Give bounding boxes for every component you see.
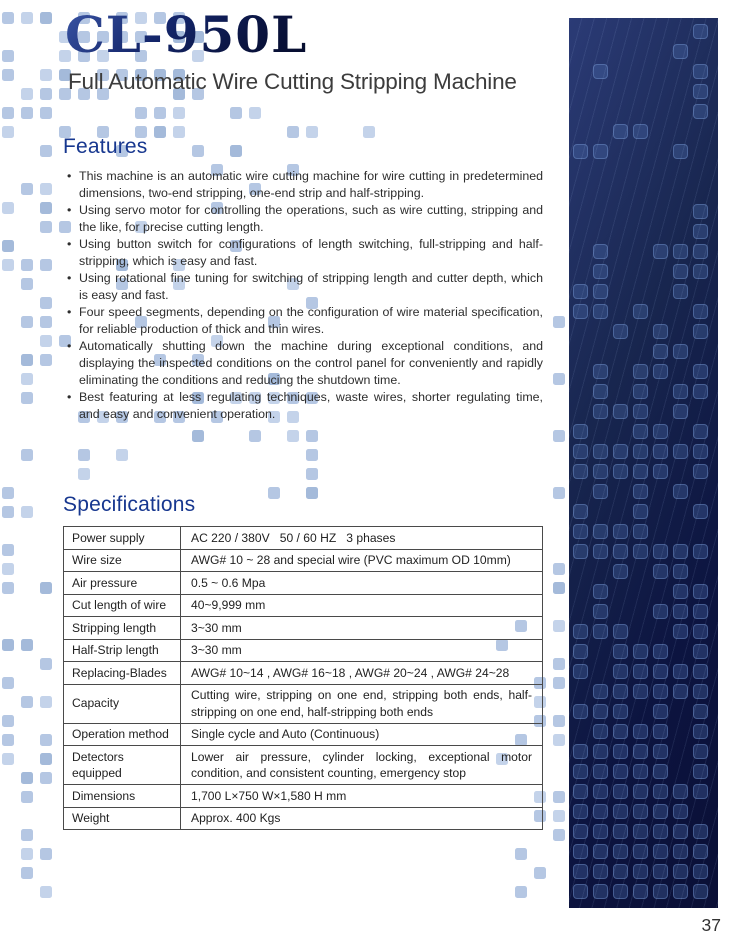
spec-label: Air pressure	[64, 572, 181, 595]
feature-item: • Using servo motor for controlling the operations, such as wire cutting, stripping and the like, for precise cutting length.	[63, 202, 543, 235]
spec-row	[64, 807, 543, 830]
product-title: CL-950L	[65, 5, 308, 64]
spec-value: AC 220 / 380V 50 / 60 HZ 3 phases	[181, 527, 543, 550]
feature-item: • Automatically shutting down the machine during exceptional conditions, and displaying the inspected conditions on the control panel for conveniently and rapidly eliminating the conditions and reducing the shutdown time.	[63, 338, 543, 388]
product-subtitle: Full Automatic Wire Cutting Stripping Machine	[68, 69, 517, 94]
feature-item: • Using rotational fine tuning for switching of stripping length and cutter depth, which is easy and fast.	[63, 270, 543, 303]
spec-row	[64, 617, 543, 640]
spec-row	[64, 594, 543, 617]
spec-row	[64, 639, 543, 662]
spec-label: Half-Strip length	[64, 639, 181, 662]
spec-row	[64, 572, 543, 595]
spec-label: Stripping length	[64, 617, 181, 640]
spec-label: Wire size	[64, 549, 181, 572]
spec-value: 3~30 mm	[181, 617, 543, 640]
specifications-section	[63, 492, 544, 830]
spec-value: Single cycle and Auto (Continuous)	[181, 723, 543, 746]
spec-label: Detectors equipped	[64, 746, 181, 785]
spec-label: Operation method	[64, 723, 181, 746]
feature-item: • Best featuring at less regulating techniques, waste wires, shorter regulating time, and easy and convenient operation.	[63, 389, 543, 422]
spec-row	[64, 785, 543, 808]
spec-value: AWG# 10 ~ 28 and special wire (PVC maximum OD 10mm)	[181, 549, 543, 572]
spec-label: Dimensions	[64, 785, 181, 808]
spec-row	[64, 684, 543, 723]
title-block	[63, 5, 563, 95]
features-list	[63, 168, 543, 422]
spec-row	[64, 723, 543, 746]
spec-value: AWG# 10~14 , AWG# 16~18 , AWG# 20~24 , AWG# 24~28	[181, 662, 543, 685]
spec-label: Cut length of wire	[64, 594, 181, 617]
spec-label: Weight	[64, 807, 181, 830]
features-section	[63, 134, 543, 423]
spec-value: Cutting wire, stripping on one end, stripping both ends, half-stripping on one end, half-stripping both ends	[181, 684, 543, 723]
spec-value: Approx. 400 Kgs	[181, 807, 543, 830]
spec-label: Power supply	[64, 527, 181, 550]
specifications-table	[63, 526, 543, 830]
spec-value: 1,700 L×750 W×1,580 H mm	[181, 785, 543, 808]
spec-label: Replacing-Blades	[64, 662, 181, 685]
spec-row	[64, 746, 543, 785]
spec-row	[64, 549, 543, 572]
feature-item: • Four speed segments, depending on the configuration of wire material specification, for reliable production of thick and thin wires.	[63, 304, 543, 337]
spec-value: Lower air pressure, cylinder locking, exceptional motor condition, and consistent counting, emergency stop	[181, 746, 543, 785]
spec-value: 40~9,999 mm	[181, 594, 543, 617]
feature-item: • This machine is an automatic wire cutting machine for wire cutting in predetermined dimensions, two-end stripping, one-end strip and half-stripping.	[63, 168, 543, 201]
spec-label: Capacity	[64, 684, 181, 723]
page-number: 37	[701, 915, 721, 935]
spec-row	[64, 662, 543, 685]
spec-row	[64, 527, 543, 550]
features-heading: Features	[63, 135, 148, 158]
specifications-heading: Specifications	[63, 493, 196, 516]
spec-value: 0.5 ~ 0.6 Mpa	[181, 572, 543, 595]
feature-item: • Using button switch for configurations of length switching, full-stripping and half-stripping, which is easy and fast.	[63, 236, 543, 269]
spec-value: 3~30 mm	[181, 639, 543, 662]
